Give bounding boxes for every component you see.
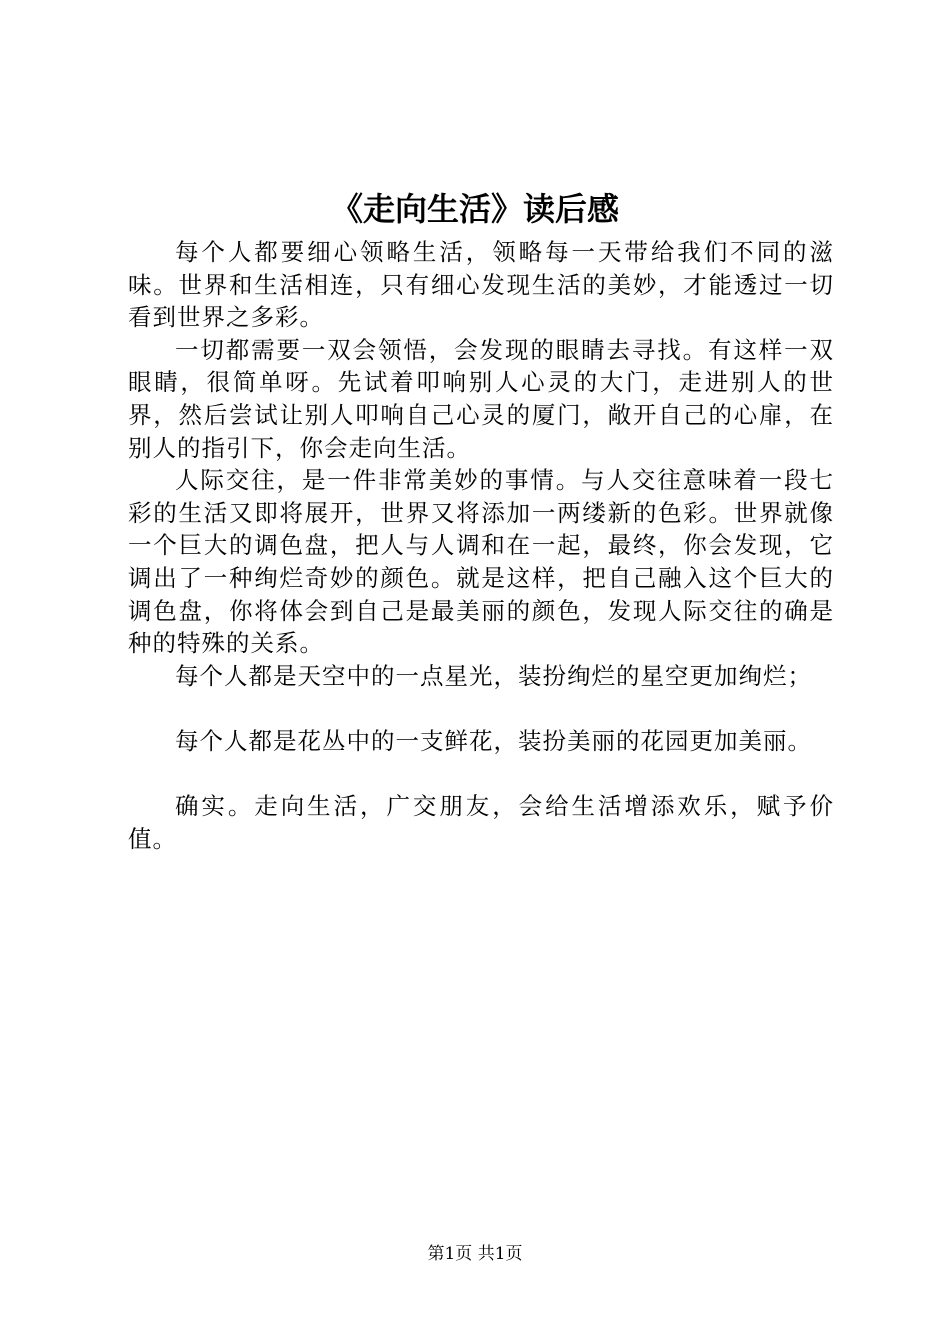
document-title: 《走向生活》读后感 (330, 190, 619, 228)
paragraph-3: 人际交往，是一件非常美妙的事情。与人交往意味着一段七彩的生活又即将展开，世界又将添加一两缕新的色彩。世界就像一个巨大的调色盘，把人与人调和在一起，最终，你会发现，它调出了一种绚烂奇妙的颜色。就是这样，把自己融入这个巨大的调色盘，你将体会到自己是最美丽的颜色，发现人际交往的确是种的特殊的关系。 (128, 466, 834, 658)
paragraph-4: 每个人都是天空中的一点星光，装扮绚烂的星空更加绚烂； (175, 661, 812, 690)
paragraph-1: 每个人都要细心领略生活，领略每一天带给我们不同的滋味。世界和生活相连，只有细心发现生活的美妙，才能透过一切看到世界之多彩。 (128, 238, 834, 332)
paragraph-5: 每个人都是花丛中的一支鲜花，装扮美丽的花园更加美丽。 (175, 726, 812, 755)
paragraph-2: 一切都需要一双会领悟，会发现的眼睛去寻找。有这样一双眼睛，很简单呀。先试着叩响别人心灵的大门，走进别人的世界，然后尝试让别人叩响自己心灵的厦门，敞开自己的心扉，在别人的指引下，你会走向生活。 (128, 335, 834, 462)
document-body (128, 236, 834, 855)
paragraph-6: 确实。走向生活，广交朋友，会给生活增添欢乐，赋予价值。 (128, 792, 834, 853)
page-footer: 第1页 共1页 (427, 1244, 523, 1264)
